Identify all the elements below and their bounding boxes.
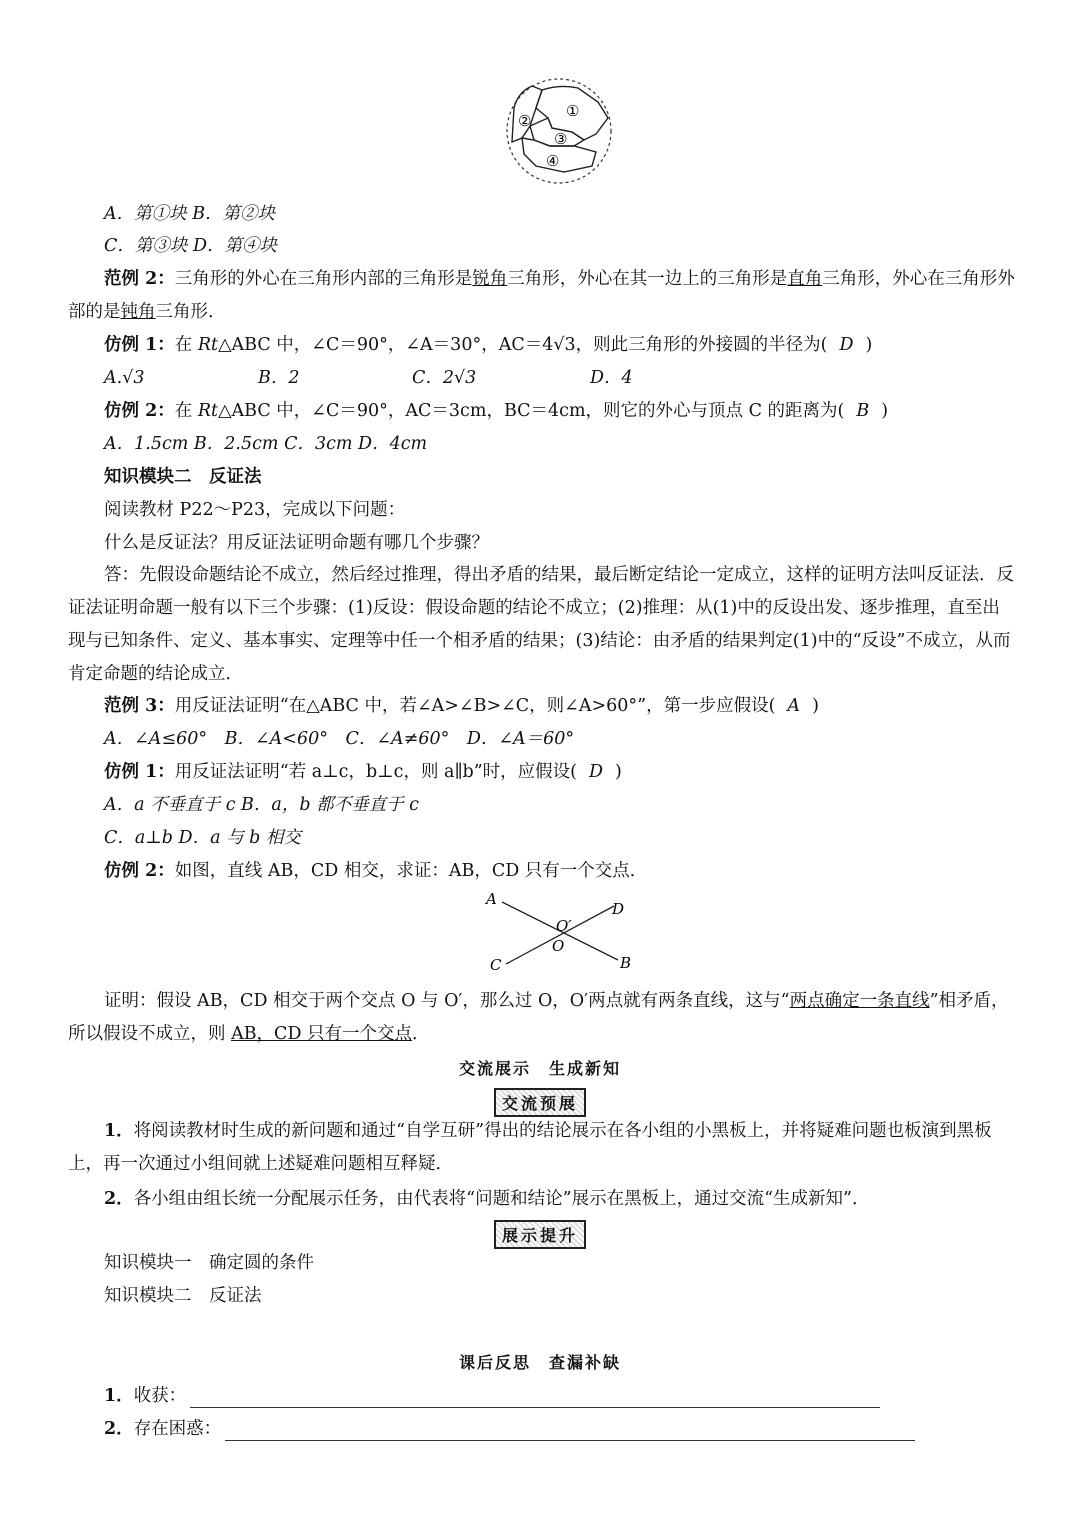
knowledge-module-2: 知识模块二 反证法 bbox=[104, 1286, 262, 1306]
fang-4-label: 仿例 2： bbox=[104, 861, 175, 881]
label-o-prime: O′ bbox=[556, 917, 572, 935]
example-2-label: 范例 2： bbox=[104, 269, 175, 289]
options-line-1: A．第①块 B．第②块 bbox=[104, 204, 276, 224]
fang-3-text: 用反证法证明“若 a⊥c，b⊥c，则 a∥b”时，应假设( bbox=[174, 762, 577, 782]
example-3-label: 范例 3： bbox=[104, 696, 175, 716]
intersecting-lines-figure bbox=[480, 888, 640, 980]
broken-circle-figure bbox=[500, 78, 620, 190]
proof-answer-2: AB，CD 只有一个交点 bbox=[231, 1024, 413, 1044]
example-2-text-4: 三角形． bbox=[155, 302, 226, 322]
confusion-line bbox=[104, 1417, 1016, 1441]
fang-1-label: 仿例 1： bbox=[104, 335, 175, 355]
fang-3-label: 仿例 1： bbox=[104, 762, 175, 782]
example-3-text: 用反证法证明“在△ABC 中，若∠A>∠B>∠C，则∠A>60°”，第一步应假设( bbox=[174, 696, 776, 716]
fang-1-text: △ABC 中，∠C＝90°，∠A＝30°，AC＝4√3，则此三角形的外接圆的半径为( bbox=[218, 335, 828, 355]
example-2 bbox=[68, 263, 1016, 329]
fang-1-answer: D bbox=[839, 335, 854, 355]
fang-example-2 bbox=[104, 399, 1016, 423]
example-2-text-3: 三角形，外心在三角形外部的是 bbox=[68, 269, 1015, 322]
answer-acute: 锐角 bbox=[472, 269, 508, 289]
fang-2-options: A．1.5cm B．2.5cm C．3cm D．4cm bbox=[104, 434, 428, 454]
fang-2-pre: 在 bbox=[174, 401, 198, 421]
gain-number: 1． bbox=[104, 1386, 134, 1406]
fang-3-close: ) bbox=[615, 762, 622, 782]
fang-1-close: ) bbox=[865, 335, 873, 355]
section-title-exchange: 交流展示 生成新知 bbox=[458, 1059, 621, 1078]
line-cd bbox=[506, 906, 614, 964]
fang-3-answer: D bbox=[589, 762, 604, 782]
fang-2-text: △ABC 中，∠C＝90°，AC＝3cm，BC＝4cm，则它的外心与顶点 C 的距离为( bbox=[218, 401, 845, 421]
exchange-item-2 bbox=[104, 1187, 1016, 1211]
fang-example-4 bbox=[104, 859, 1016, 883]
example-2-text: 三角形的外心在三角形内部的三角形是 bbox=[174, 269, 473, 289]
item-2-text: 各小组由组长统一分配展示任务，由代表将“问题和结论”展示在黑板上，通过交流“生成新知”． bbox=[133, 1189, 870, 1209]
fang-1-option-d: D．4 bbox=[590, 368, 633, 388]
label-b: B bbox=[620, 954, 632, 972]
fang-1-option-c: C．2√3 bbox=[412, 368, 477, 388]
read-instruction: 阅读教材 P22～P23，完成以下问题： bbox=[104, 500, 406, 520]
proof-text-2: ”相矛盾，所以假设不成立，则 bbox=[68, 991, 1009, 1044]
answer-obtuse: 钝角 bbox=[120, 302, 156, 322]
box-title-preview-text: 交流预展 bbox=[494, 1088, 586, 1117]
question-text: 什么是反证法？用反证法证明命题有哪几个步骤？ bbox=[104, 533, 489, 553]
piece-1-label: ① bbox=[566, 102, 580, 120]
example-3-close: ) bbox=[812, 696, 819, 716]
box-title-preview bbox=[0, 1088, 1080, 1117]
proof-answer-1: 两点确定一条直线 bbox=[789, 991, 930, 1011]
confusion-number: 2． bbox=[104, 1419, 134, 1439]
fang-3-options-2: C．a⊥b D．a 与 b 相交 bbox=[104, 828, 301, 848]
proof-text-3: ． bbox=[412, 1024, 430, 1044]
box-title-showcase bbox=[0, 1220, 1080, 1249]
options-line-2: C．第③块 D．第④块 bbox=[104, 236, 277, 256]
label-c: C bbox=[490, 956, 502, 974]
piece-4-label: ④ bbox=[546, 152, 560, 170]
piece-3-label: ③ bbox=[554, 130, 568, 148]
confusion-label: 存在困惑： bbox=[133, 1419, 222, 1439]
answer-right: 直角 bbox=[787, 269, 823, 289]
fang-1-option-a: A.√3 bbox=[104, 368, 145, 388]
item-2-number: 2． bbox=[104, 1189, 134, 1209]
item-1-text: 将阅读教材时生成的新问题和通过“自学互研”得出的结论展示在各小组的小黑板上，并将疑难问题也板演到黑板上，再一次通过小组间就上述疑难问题相互释疑． bbox=[68, 1121, 992, 1174]
fang-1-rt: Rt bbox=[197, 335, 219, 355]
gain-label: 收获： bbox=[133, 1386, 187, 1406]
example-3-options: A．∠A≤60° B．∠A<60° C．∠A≠60° D．∠A＝60° bbox=[104, 729, 575, 749]
answer-paragraph: 答：先假设命题结论不成立，然后经过推理，得出矛盾的结果，最后断定结论一定成立，这样的证明方法叫反证法．反证法证明命题一般有以下三个步骤：(1)反设：假设命题的结论不成立；(2)推理：从(1)中的反设出发、逐步推理，直至出现与已知条件、定义、基本事实、定理等中任一个相矛盾的结果；(3)结论：由矛盾的结果判定(1)中的“反设”不成立，从而肯定命题的结论成立． bbox=[68, 565, 1014, 684]
proof-text-1: 证明：假设 AB，CD 相交于两个交点 O 与 O′，那么过 O，O′两点就有两条直线，这与“ bbox=[104, 991, 790, 1011]
piece-2-label: ② bbox=[518, 112, 532, 130]
gain-blank-field[interactable] bbox=[190, 1389, 880, 1408]
example-3-answer: A bbox=[787, 696, 801, 716]
fang-4-text: 如图，直线 AB，CD 相交，求证：AB，CD 只有一个交点． bbox=[174, 861, 648, 881]
knowledge-module-1: 知识模块一 确定圆的条件 bbox=[104, 1253, 314, 1273]
fang-2-answer: B bbox=[856, 401, 870, 421]
fang-1-pre: 在 bbox=[174, 335, 198, 355]
example-3 bbox=[104, 694, 1016, 718]
fang-2-rt: Rt bbox=[197, 401, 219, 421]
fang-3-options-1: A．a 不垂直于 c B．a，b 都不垂直于 c bbox=[104, 795, 419, 815]
box-title-showcase-text: 展示提升 bbox=[494, 1220, 586, 1249]
module-2-title: 知识模块二 反证法 bbox=[104, 467, 262, 487]
fang-1-option-b: B．2 bbox=[258, 368, 300, 388]
proof-paragraph bbox=[68, 985, 1016, 1051]
fang-2-label: 仿例 2： bbox=[104, 401, 175, 421]
confusion-blank-field[interactable] bbox=[225, 1422, 915, 1441]
fang-example-3 bbox=[104, 760, 1016, 784]
label-d: D bbox=[612, 900, 625, 918]
exchange-item-1 bbox=[68, 1115, 1016, 1181]
example-2-text-2: 三角形，外心在其一边上的三角形是 bbox=[507, 269, 788, 289]
section-title-reflection: 课后反思 查漏补缺 bbox=[458, 1353, 621, 1372]
fang-2-close: ) bbox=[881, 401, 889, 421]
label-o: O bbox=[552, 937, 565, 955]
item-1-number: 1． bbox=[104, 1121, 134, 1141]
fang-example-1 bbox=[104, 333, 1016, 357]
gain-line bbox=[104, 1384, 1016, 1408]
label-a: A bbox=[486, 890, 497, 908]
